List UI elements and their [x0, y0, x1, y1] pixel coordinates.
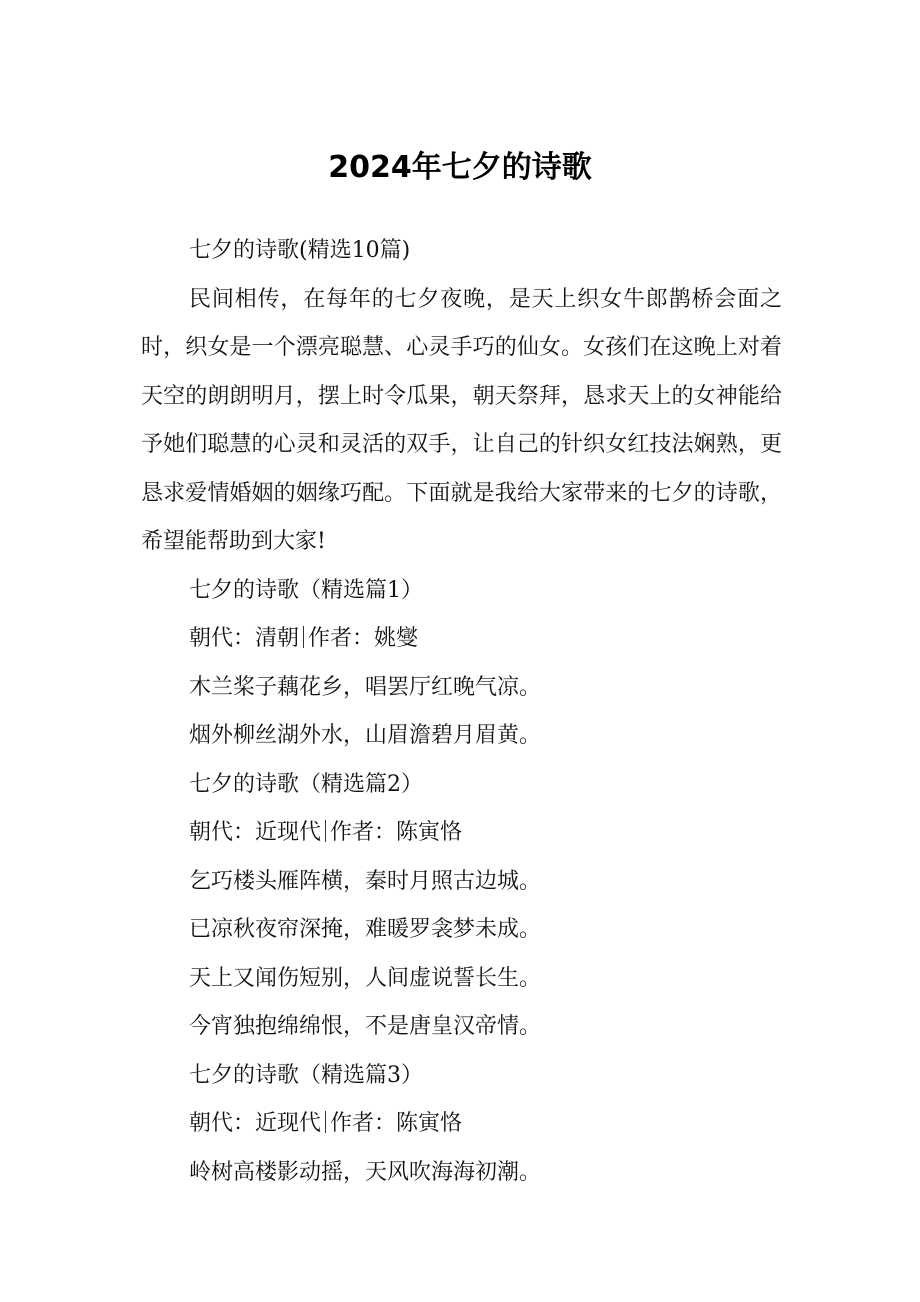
poem-dynasty: 朝代：清朝 [189, 626, 300, 651]
poem-meta [141, 809, 782, 858]
poem-heading: 七夕的诗歌（精选篇2） [189, 771, 423, 797]
poem-meta [141, 1100, 782, 1149]
poem-author: 作者：陈寅恪 [330, 1111, 463, 1136]
collection-subtitle: 七夕的诗歌(精选10篇) [189, 238, 411, 263]
meta-separator [325, 1111, 326, 1133]
poem-line: 天上又闻伤短别，人间虚说誓长生。 [189, 965, 542, 991]
poem-line: 烟外柳丝湖外水，山眉澹碧月眉黄。 [189, 723, 542, 748]
poem-heading: 七夕的诗歌（精选篇1） [189, 577, 423, 603]
poem-author: 作者：姚燮 [308, 626, 419, 651]
poem-line: 已凉秋夜帘深掩，难暖罗衾梦未成。 [189, 917, 542, 942]
poem-dynasty: 朝代：近现代 [189, 820, 322, 845]
poem-heading: 七夕的诗歌（精选篇3） [189, 1062, 423, 1088]
poem-line: 今宵独抱绵绵恨，不是唐皇汉帝情。 [189, 1014, 542, 1039]
intro-paragraph: 民间相传，在每年的七夕夜晚，是天上织女牛郎鹊桥会面之时，织女是一个漂亮聪慧、心灵手巧的仙女。女孩们在这晚上对着天空的朗朗明月，摆上时令瓜果，朝天祭拜，恳求天上的女神能给予她们聪慧的心灵和灵活的双手，让自己的针织女红技法娴熟，更恳求爱情婚姻的姻缘巧配。下面就是我给大家带来的七夕的诗歌，希望能帮助到大家! [141, 286, 782, 554]
document-title: 2024年七夕的诗歌 [328, 150, 592, 185]
poem-meta [141, 615, 782, 664]
poem-author: 作者：陈寅恪 [330, 820, 463, 845]
poem-dynasty: 朝代：近现代 [189, 1111, 322, 1136]
document-body [141, 227, 782, 1197]
meta-separator [303, 626, 304, 648]
poem-line: 岭树高楼影动摇，天风吹海海初潮。 [189, 1159, 542, 1185]
poem-line: 木兰桨子藕花乡，唱罢厅红晚气凉。 [189, 674, 542, 700]
meta-separator [325, 820, 326, 842]
poem-line: 乞巧楼头雁阵横，秦时月照古边城。 [189, 868, 542, 894]
